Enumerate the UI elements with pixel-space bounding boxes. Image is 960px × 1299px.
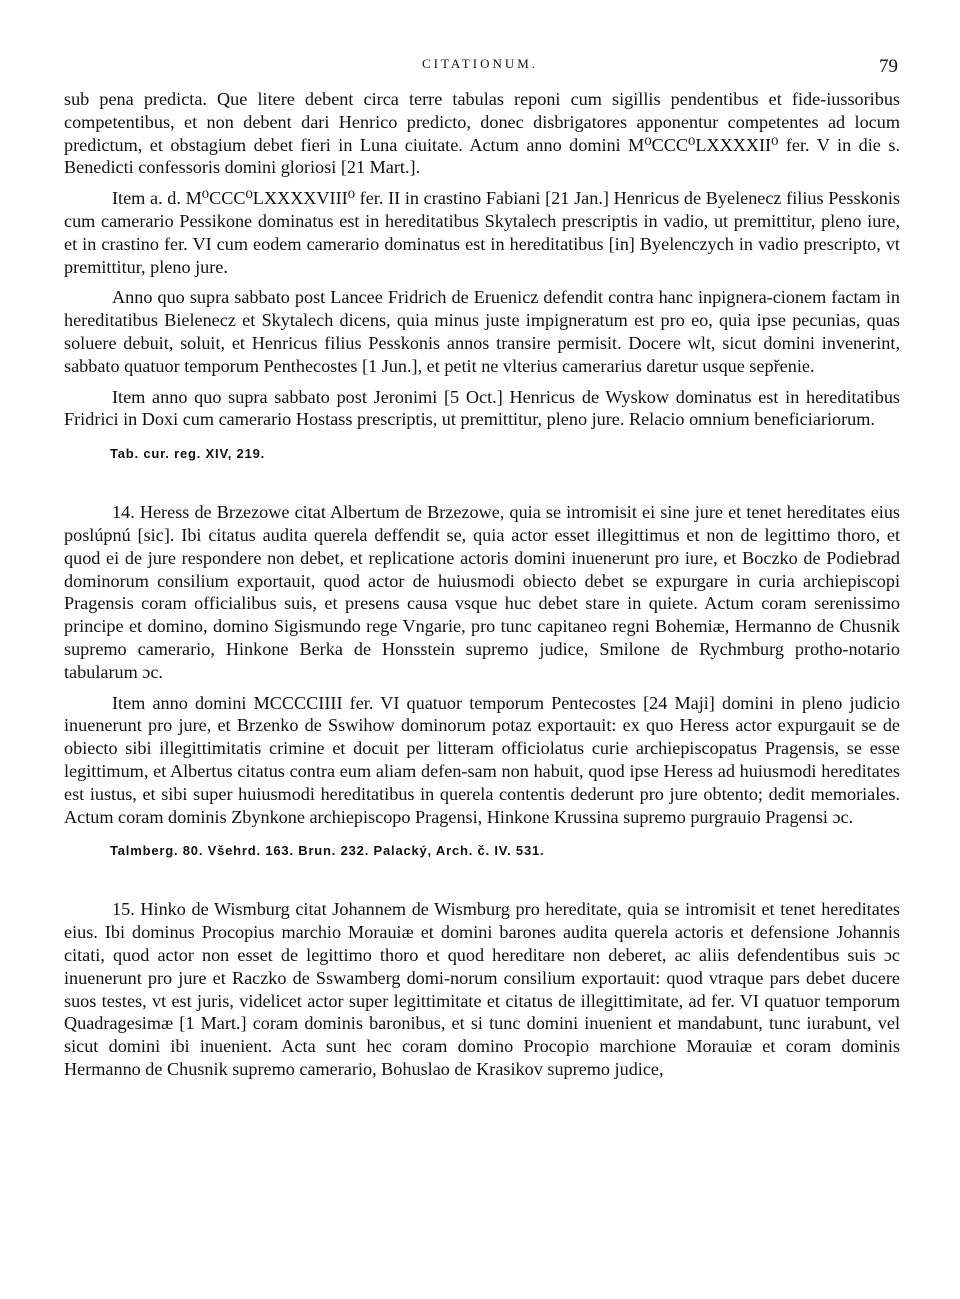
paragraph: Item anno quo supra sabbato post Jeronimi [5 Oct.] Henricus de Wyskow dominatus est in hereditatibus Fridrici in Doxi cum camerario Hostass prescriptis, ut premittitur, pleno jure. Relacio omnium beneficiariorum.	[64, 386, 900, 430]
paragraph: Item a. d. M⁰CCC⁰LXXXXVIII⁰ fer. II in crastino Fabiani [21 Jan.] Henricus de Byelenecz filius Pesskonis cum camerario Pessikone dominatus est in hereditatibus Skytalech prescriptis in vadio, ut premittitur, pleno iure, et in crastino fer. VI cum eodem camerario dominatus est in hereditatibus [in] Byelenczych in vadio prescripto, vt premittitur, pleno jure.	[64, 188, 900, 277]
paragraph: Item anno domini MCCCCIIII fer. VI quatuor temporum Pentecostes [24 Maji] domini in pleno judicio inuenerunt pro jure, et Brzenko de Sswihow dominorum potaz exportauit: ex quo Heress actor expurgauit se de obiecto sibi illegittimitatis crimine et docuit per litteram officiolatus curie archiepiscopatus Pragensis, se esse legittimum, et Albertus citatus contra eum aliam defen-sam non habuit, quod ipse Heress ad huiusmodi hereditates est iustus, et sibi super huiusmodi hereditatibus in querela contentis dederunt pro jure obtento; dedit memoriales. Actum coram dominis Zbynkone archiepiscopo Pragensi, Hinkone Krussina supremo purgrauio Pragensi ɔc.	[64, 692, 900, 827]
text-body	[64, 88, 900, 1089]
paragraph: Anno quo supra sabbato post Lancee Fridrich de Eruenicz defendit contra hanc inpignera-cionem factam in hereditatibus Bielenecz et Skytalech dicens, quia minus juste impigneratum est pro eo, quia ipse pecunias, quas soluere debuit, soluit, et Henricus filius Pesskonis annos transire permisit. Docere wlt, sicut domini invenerint, sabbato quatuor temporum Penthecostes [1 Jun.], et petit ne vlterius camerarius daretur usque sepřenie.	[64, 287, 900, 376]
source-reference: Tab. cur. reg. XIV, 219.	[110, 446, 266, 462]
entry-14: 14. Heress de Brzezowe citat Albertum de Brzezowe, quia se intromisit ei sine jure et tenet hereditates eius poslúpnú [sic]. Ibi citatus audita querela deffendit se, quia actor esset illegittimus et non de legittimo thoro, et quod ei de jure respondere non debet, et replicatione actoris domini inuenerunt pro iure, et Boczko de Podiebrad dominorum consilium exportauit, quod actor de huiusmodi obiecto debet se expurgare in curia archiepiscopi Pragensis coram officialibus suis, et presens causa vsque huc debet stare in quiete. Actum coram serenissimo principe et domino, domino Sigismundo rege Vngarie, pro tunc capitaneo regni Bohemiæ, Hermanno de Chusnik supremo camerario, Hinkone Berka de Honsstein supremo judice, Smilone de Rychmburg protho-notario tabularum ɔc.	[64, 502, 900, 682]
paragraph-continuation: sub pena predicta. Que litere debent circa terre tabulas reponi cum sigillis pendentibus et fide-iussoribus competentibus, et non debent dari Henrico predicto, donec disbrigatores apponentur competentes ad locum predictum, et obstagium debet fieri in Luna ciuitate. Actum anno domini M⁰CCC⁰LXXXXII⁰ fer. V in die s. Benedicti confessoris domini gloriosi [21 Mart.].	[64, 89, 900, 178]
running-title: CITATIONUM.	[421, 56, 539, 71]
entry-15: 15. Hinko de Wismburg citat Johannem de Wismburg pro hereditate, quia se intromisit et tenet hereditates eius. Ibi dominus Procopius marchio Morauiæ et domini barones audita querela actoris et defensione Johannis citati, quod actor non esset de legittimo thoro et quod hereditare non deberet, ac aliis defendentibus suis ɔc inuenerunt pro jure et Raczko de Sswamberg domi-norum consilium exportauit: quod vtraque pars debet ducere suos testes, vt est juris, videlicet actor super legittimitate et citatus de illegittimitate, ad fer. VI quatuor temporum Quadragesimæ [1 Mart.] coram dominis baronibus, et si tunc domini inuenient et mandabunt, tunc iurabunt, vel sicut domini ibi inuenient. Acta sunt hec coram domino Procopio marchione Morauiæ et coram dominis Hermanno de Chusnik supremo camerario, Bohuslao de Krasikov supremo judice,	[64, 899, 900, 1079]
page-number: 79	[879, 56, 898, 77]
running-header	[0, 52, 960, 82]
source-reference: Talmberg. 80. Všehrd. 163. Brun. 232. Palacký, Arch. č. IV. 531.	[110, 843, 545, 859]
